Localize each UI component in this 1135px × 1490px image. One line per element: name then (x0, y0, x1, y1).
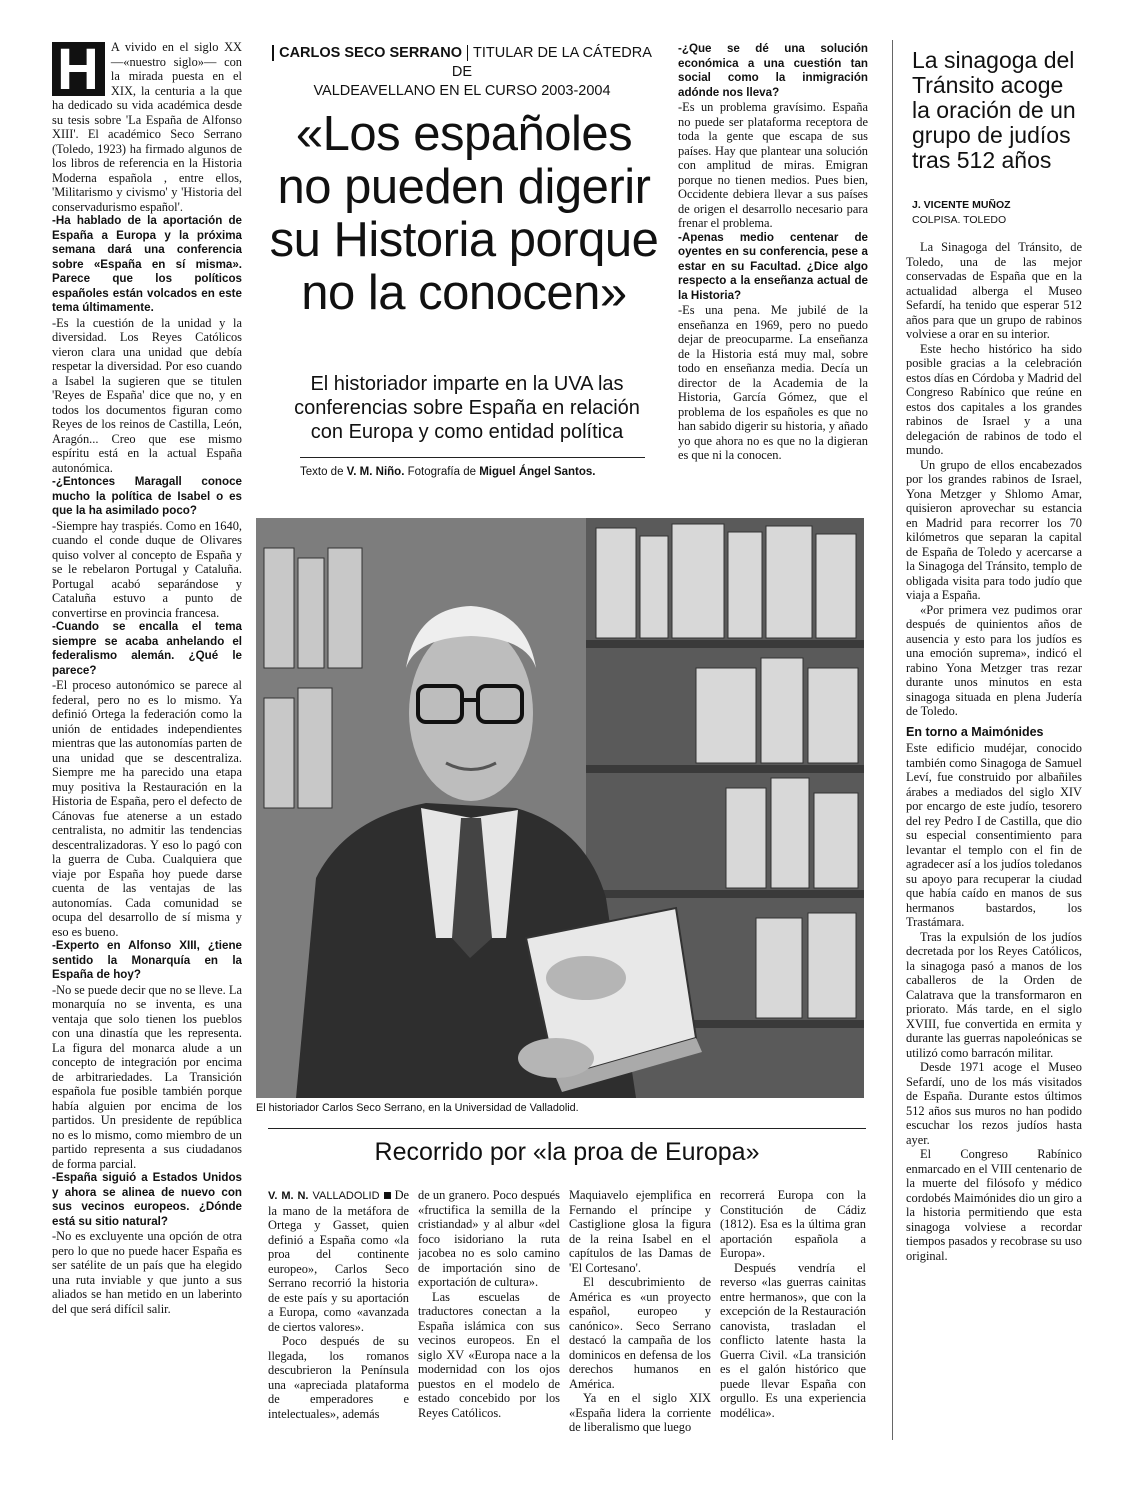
interview-column-3 (678, 42, 868, 510)
section2-c1: De la mano de la metáfora de Ortega y Gasset, quien definió a España como «la proa del continente europeo», Carlos Seco Serrano recorrió la historia de este país y su aportación a Europa, como «avanzada de ciertos valores». (268, 1188, 409, 1334)
intro-paragraph: A vivido en el siglo XX —«nuestro siglo»— con la mirada puesta en el XIX, la centuria a la que ha dedicado su vida académica desde su tesis sobre 'La España de Alfonso XIII'. El académico Seco Serrano (Toledo, 1923) ha firmado algunos de los libros de referencia en la Historia Moderna española , entre ellos, 'Militarismo y civismo' y 'Historia del conservadurismo español'. (52, 40, 242, 214)
headline-line-3: su Historia porque (269, 213, 659, 267)
deck-line-2: conferencias sobre España en relación (294, 397, 640, 419)
answer-1: -Es la cuestión de la unidad y la diversidad. Los Reyes Católicos vieron clara una unidad que debía respetar la diversidad. Por eso cuando a Isabel la sugieren que se titulen 'Reyes de España' dice que no, y en todos los documentos figuran como Reyes de los reinos de Castilla, León, Aragón... Creo que ese mismo espíritu está en la actual España autonómica. (52, 315, 242, 475)
sidebar-title (912, 48, 1112, 173)
sidebar-title-line-5: tras 512 años (912, 147, 1052, 173)
section2-c4b: Después vendría el reverso «las guerras cainitas entre hermanos», que con la excepción de la Restauración canovista, trasladan el conflicto latente hasta la Guerra Civil. «La transición es el galón histórico que puede llevar España con orgullo. Es una experiencia modélica». (720, 1260, 866, 1420)
credit-photo-author: Miguel Ángel Santos. (479, 466, 596, 478)
sidebar-p6: Tras la expulsión de los judíos decretada por los Reyes Católicos, la sinagoga pasó a manos de los caballeros de la Orden de Calatrava que la transformaron en priorato. Más tarde, en el siglo XVIII, fue convertida en ermita y durante las guerras napoleónicas se utilizó como barracón militar. (906, 929, 1082, 1060)
section2-c2b: Las escuelas de traductores conectan a la España islámica con sus vecinos europeos. En el siglo XV «Europa nace a la modernidad con los ojos puestos en el modelo de estado concebido por los Reyes Católicos. (418, 1289, 560, 1420)
section2-column-3 (569, 1188, 711, 1443)
sidebar-agency: COLPISA. TOLEDO (912, 214, 1007, 226)
answer-3: -El proceso autonómico se parece al federal, pero no es lo mismo. Ya definió Ortega la federación como la unión de entidades independientes mientras que las autonomías parten de una unidad que se descentraliza. Siempre me ha parecido una etapa muy positiva la Restauración en la Historia de España, pero el defecto de Cánovas fue atenerse a un estado centralista, no admitir las tendencias descentralizadoras. Y eso lo pagó con la guerra de Cuba. Cualquiera que viaje por España hoy puede darse cuenta de las ventajas de las autonomías. Cada comunidad se ocupa del desarrollo de sí misma y eso es bueno. (52, 678, 242, 939)
question-1: -Ha hablado de la aportación de España a Europa y la próxima semana dará una conferencia sobre «España en sí misma». Parece que los políticos españoles están volcados en este tema últimamente. (52, 214, 242, 314)
section2-column-4 (720, 1188, 866, 1443)
deck-line-3: con Europa y como entidad política (310, 421, 624, 443)
kicker-role-1: TITULAR DE LA CÁTEDRA DE (451, 45, 652, 80)
deck-rule (300, 457, 645, 458)
headline-line-1: «Los españoles (295, 107, 633, 161)
deck (262, 372, 672, 444)
sidebar-title-line-1: La sinagoga del (912, 47, 1075, 73)
kicker-name: CARLOS SECO SERRANO (279, 45, 462, 61)
section2-title: Recorrido por «la proa de Europa» (374, 1138, 760, 1166)
section2-rule (268, 1128, 866, 1129)
question-5: -España siguió a Estados Unidos y ahora se alinea de nuevo con sus vecinos europeos. ¿Dónde está su sitio natural? (52, 1171, 242, 1228)
section2-place: VALLADOLID (312, 1190, 380, 1202)
kicker (262, 44, 662, 101)
sidebar-title-line-4: grupo de judíos (912, 122, 1071, 148)
sidebar-p4: «Por primera vez pudimos orar después de quinientos años de ausencia y esto para los judíos es una emoción suprema», indicó el rabino Yona Metzger tras rezar durante unos minutos en esta sinagoga situada en plena Judería de Toledo. (906, 602, 1082, 718)
section2-c3: Maquiavelo ejemplifica en Fernando el príncipe y Castiglione glosa la figura de la reina Isabel en el capítulos de las Damas de 'El Cortesano'. (569, 1188, 711, 1275)
answer-5: -No es excluyente una opción de otra pero lo que no puede hacer España es ser satélite de un país que ha elegido una ruta inviable y que junto a sus aliados se han metido en un laberinto del que será difícil salir. (52, 1229, 242, 1316)
question-4: -Experto en Alfonso XIII, ¿tiene sentido la Monarquía en la España de hoy? (52, 939, 242, 981)
section2-column-1 (268, 1188, 409, 1443)
sidebar-subhead: En torno a Maimónides (906, 724, 1044, 739)
sidebar-p2: Este hecho histórico ha sido posible gracias a la celebración estos días en Córdoba y Madrid del Congreso Rabínico que reúne en estos dos capitales a los grandes rabinos de Israel y a una delegación de rabinos de todo el mundo. (906, 341, 1082, 457)
section2-c1b: Poco después de su llegada, los romanos descubrieron la Península una «apreciada plataforma de emperadores e intelectuales», además (268, 1334, 409, 1421)
sidebar-body (906, 240, 1082, 1440)
interview-column-1 (52, 40, 242, 1445)
section2-c2: de un granero. Poco después «fructifica la semilla de la cristiandad» y al albur «del foco isidoriano la ruta jacobea no es solo camino de importación sino de exportación de cultura». (418, 1188, 560, 1289)
sidebar-p3: Un grupo de ellos encabezados por los grandes rabinos de Israel, Yona Metzger y Shlomo Amar, quisieron aprovechar su estancia en Madrid para recorrer los 70 kilómetros que separan la capital de España de Toledo y acercarse a la Sinagoga del Tránsito, templo de obligada visita para todo judío que viaja a España. (906, 457, 1082, 602)
headline-line-4: no la conocen» (301, 266, 627, 320)
sidebar-title-line-2: Tránsito acoge (912, 72, 1064, 98)
question-7: -Apenas medio centenar de oyentes en su conferencia, pese a estar en su Facultad. ¿Dice algo respecto a la enseñanza actual de la Historia? (678, 230, 868, 302)
section2-byline: V. M. N. (268, 1190, 309, 1202)
question-2: -¿Entonces Maragall conoce mucho la política de Isabel o es que la ha asimilado poco? (52, 475, 242, 517)
kicker-role-2: VALDEAVELLANO EN EL CURSO 2003-2004 (313, 83, 611, 99)
credit-text-prefix: Texto de (300, 466, 347, 478)
photo-illustration (256, 518, 864, 1098)
portrait-photo (256, 518, 864, 1098)
deck-line-1: El historiador imparte en la UVA las (310, 373, 624, 395)
sidebar-p7: Desde 1971 acoge el Museo Sefardí, uno de los más visitados de España. Durante estos últimos 512 años sus muros no han podido escuchar los rezos judíos hasta ayer. (906, 1060, 1082, 1147)
sidebar-p8: El Congreso Rabínico enmarcado en el VIII centenario de la muerte del filósofo y médico cordobés Maimónides dio un giro a la historia permitiendo que esta sinagoga volviese a recordar tiempos pasados y recobrase su uso original. (906, 1147, 1082, 1263)
sidebar-title-line-3: la oración de un (912, 97, 1076, 123)
question-6: -¿Que se dé una solución económica a una cuestión tan social como la inmigración adónde nos lleva? (678, 42, 868, 99)
headline (254, 108, 674, 320)
question-3: -Cuando se encalla el tema siempre se acaba anhelando el federalismo alemán. ¿Qué le parece? (52, 620, 242, 677)
section2-column-2 (418, 1188, 560, 1443)
answer-6: -Es un problema gravísimo. España no puede ser plataforma receptora de toda la gente que escapa de sus países. Hay que plantear una solución con amplitud de miras. Emigran porque no tienen medios. Pues bien, Occidente debiera llevar a sus países de origen el desarrollo necesario para frenar el problema. (678, 100, 868, 230)
section2-c3c: Ya en el siglo XIX «España lidera la corriente de liberalismo que luego (569, 1391, 711, 1434)
answer-2: -Siempre hay traspiés. Como en 1640, cuando el conde duque de Olivares quiso volver al concepto de España y se le rebelaron Portugal y Cataluña. Portugal acabó separándose y Cataluña estuvo a punto de convertirse en provincia francesa. (52, 518, 242, 620)
section2-c4: recorrerá Europa con la Constitución de Cádiz (1812). Esa es la última gran aportación española a Europa». (720, 1188, 866, 1260)
square-bullet-icon (384, 1192, 391, 1199)
sidebar-author: J. VICENTE MUÑOZ (912, 199, 1011, 211)
credit-line (300, 466, 660, 478)
credit-photo-prefix: Fotografía de (404, 466, 480, 478)
sidebar-p1: La Sinagoga del Tránsito, de Toledo, una de las mejor conservadas de España que en la actualidad alberga el Museo Sefardí, ha tenido que esperar 512 años para que un grupo de rabinos volviese a orar en su interior. (906, 240, 1082, 341)
section2-c3b: El descubrimiento de América es «un proyecto español, europeo y canónico». Seco Serrano destacó la campaña de los dominicos en defensa de los derechos humanos en América. (569, 1275, 711, 1391)
credit-text-author: V. M. Niño. (346, 466, 405, 478)
sidebar-byline (912, 198, 1112, 228)
answer-4: -No se puede decir que no se lleve. La monarquía no se inventa, es una ventaja que solo tienen los pueblos con una dinastía que les representa. La figura del monarca alude a un concepto de integración por encima de arbitrariedades. La Transición española fue posible también porque había alguien por encima de los partidos. Un presidente de república no es lo mismo, como miembro de un partido representa a sus ciudadanos de forma parcial. (52, 982, 242, 1171)
photo-caption: El historiador Carlos Seco Serrano, en la Universidad de Valladolid. (256, 1102, 579, 1114)
headline-line-2: no pueden digerir (277, 160, 651, 214)
column-divider (892, 40, 893, 1440)
answer-7: -Es una pena. Me jubilé de la enseñanza en 1969, pero no puedo dejar de preocuparme. La enseñanza de la Historia está muy mal, sobre todo en enseñanza media. Decía un director de la Academia de la Historia, García Gómez, que el problema de los españoles es que no han sabido digerir su historia, y añado yo que ahora no es que no la digieran es que ni la conocen. (678, 303, 868, 462)
sidebar-p5: Este edificio mudéjar, conocido también como Sinagoga de Samuel Leví, fue construido por albañiles árabes a mediados del siglo XIV por encargo de este judío, tesorero del rey Pedro I de Castilla, que dio su especial consentimiento para levantar el templo con el fin de agradecer así a los judíos toledanos su apoyo para recuperar la ciudad que había caído en manos de sus hermanos bastardos, los Trastámara. (906, 741, 1082, 929)
drop-cap: H (52, 42, 105, 96)
